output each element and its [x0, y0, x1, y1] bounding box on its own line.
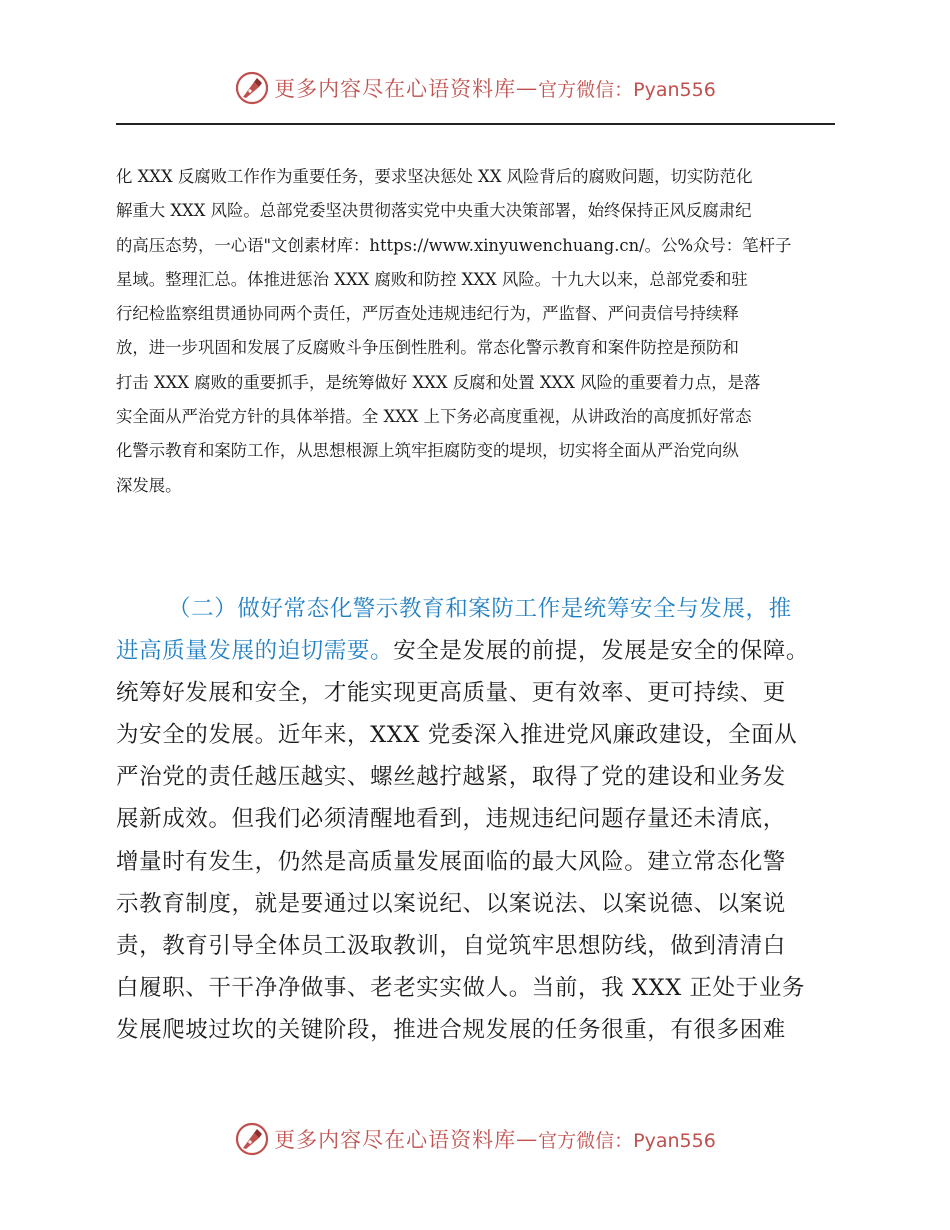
- text-line: 的高压态势，一心语"文创素材库：https://www.xinyuwenchuang.cn/。公%众号：笔杆子: [116, 235, 792, 255]
- text-line: 示教育制度，就是要通过以案说纪、以案说法、以案说德、以案说: [116, 890, 786, 917]
- text-line: 打击 XXX 腐败的重要抓手，是统筹做好 XXX 反腐和处置 XXX 风险的重要着力点，是落: [116, 372, 761, 392]
- text-line: 化 XXX 反腐败工作作为重要任务，要求坚决惩处 XX 风险背后的腐败问题，切实防范化: [116, 167, 753, 186]
- text-line: 解重大 XXX 风险。总部党委坚决贯彻落实党中央重大决策部署，始终保持正风反腐肃纪: [116, 201, 752, 221]
- text-line: 严治党的责任越压越实、螺丝越拧越紧，取得了党的建设和业务发: [116, 764, 786, 791]
- section2-heading-line1: （二）做好常态化警示教育和案防工作是统筹安全与发展，推: [168, 596, 792, 622]
- pen-nib-logo-icon: [234, 1121, 270, 1157]
- banner-separator: —: [516, 76, 539, 100]
- text-line: 增量时有发生，仍然是高质量发展面临的最大风险。建立常态化警: [116, 848, 786, 875]
- section2-line2: [116, 630, 838, 672]
- text-line: 星域。整理汇总。体推进惩治 XXX 腐败和防控 XXX 风险。十九大以来，总部党委和驻: [116, 269, 748, 289]
- header-banner: [0, 68, 950, 108]
- text-line: 行纪检监察组贯通协同两个责任，严厉查处违规违纪行为，严监督、严问责信号持续释: [116, 304, 739, 324]
- section2-heading-line2: 进高质量发展的迫切需要。: [116, 638, 394, 665]
- text-line: 深发展。: [116, 475, 182, 495]
- text-line: 为安全的发展。近年来，XXX 党委深入推进党风廉政建设，全面从: [116, 722, 798, 749]
- text-line: 实全面从严治党方针的具体举措。全 XXX 上下务必高度重视，从讲政治的高度抓好常态: [116, 407, 752, 427]
- text-line: 展新成效。但我们必须清醒地看到，违规违纪问题存量还未清底，: [116, 806, 786, 833]
- text-line: 化警示教育和案防工作，从思想根源上筑牢拒腐防变的堤坝，切实将全面从严治党向纵: [116, 441, 739, 461]
- section2-paragraph: [116, 588, 838, 1051]
- footer-banner: [0, 1119, 950, 1159]
- banner-text: 更多内容尽在心语资料库: [274, 77, 517, 101]
- banner-separator: —: [516, 1127, 539, 1151]
- section1-paragraph: [116, 160, 835, 503]
- header-rule: [116, 123, 835, 125]
- text-line: 放，进一步巩固和发展了反腐败斗争压倒性胜利。常态化警示教育和案件防控是预防和: [116, 338, 739, 358]
- text-line: 责，教育引导全体员工汲取教训，自觉筑牢思想防线，做到清清白: [116, 932, 786, 959]
- text-line: 发展爬坡过坎的关键阶段，推进合规发展的任务很重，有很多困难: [116, 1016, 786, 1043]
- banner-wechat: 官方微信：Pyan556: [538, 78, 716, 101]
- pen-nib-logo-icon: [234, 70, 270, 106]
- text-line: 白履职、干干净净做事、老老实实做人。当前，我 XXX 正处于业务: [116, 974, 806, 1001]
- banner-text: 更多内容尽在心语资料库: [274, 1128, 517, 1152]
- section2-line2-rest: 安全是发展的前提，发展是安全的保障。: [393, 638, 810, 665]
- banner-wechat: 官方微信：Pyan556: [538, 1129, 716, 1152]
- text-line: 统筹好发展和安全，才能实现更高质量、更有效率、更可持续、更: [116, 680, 786, 707]
